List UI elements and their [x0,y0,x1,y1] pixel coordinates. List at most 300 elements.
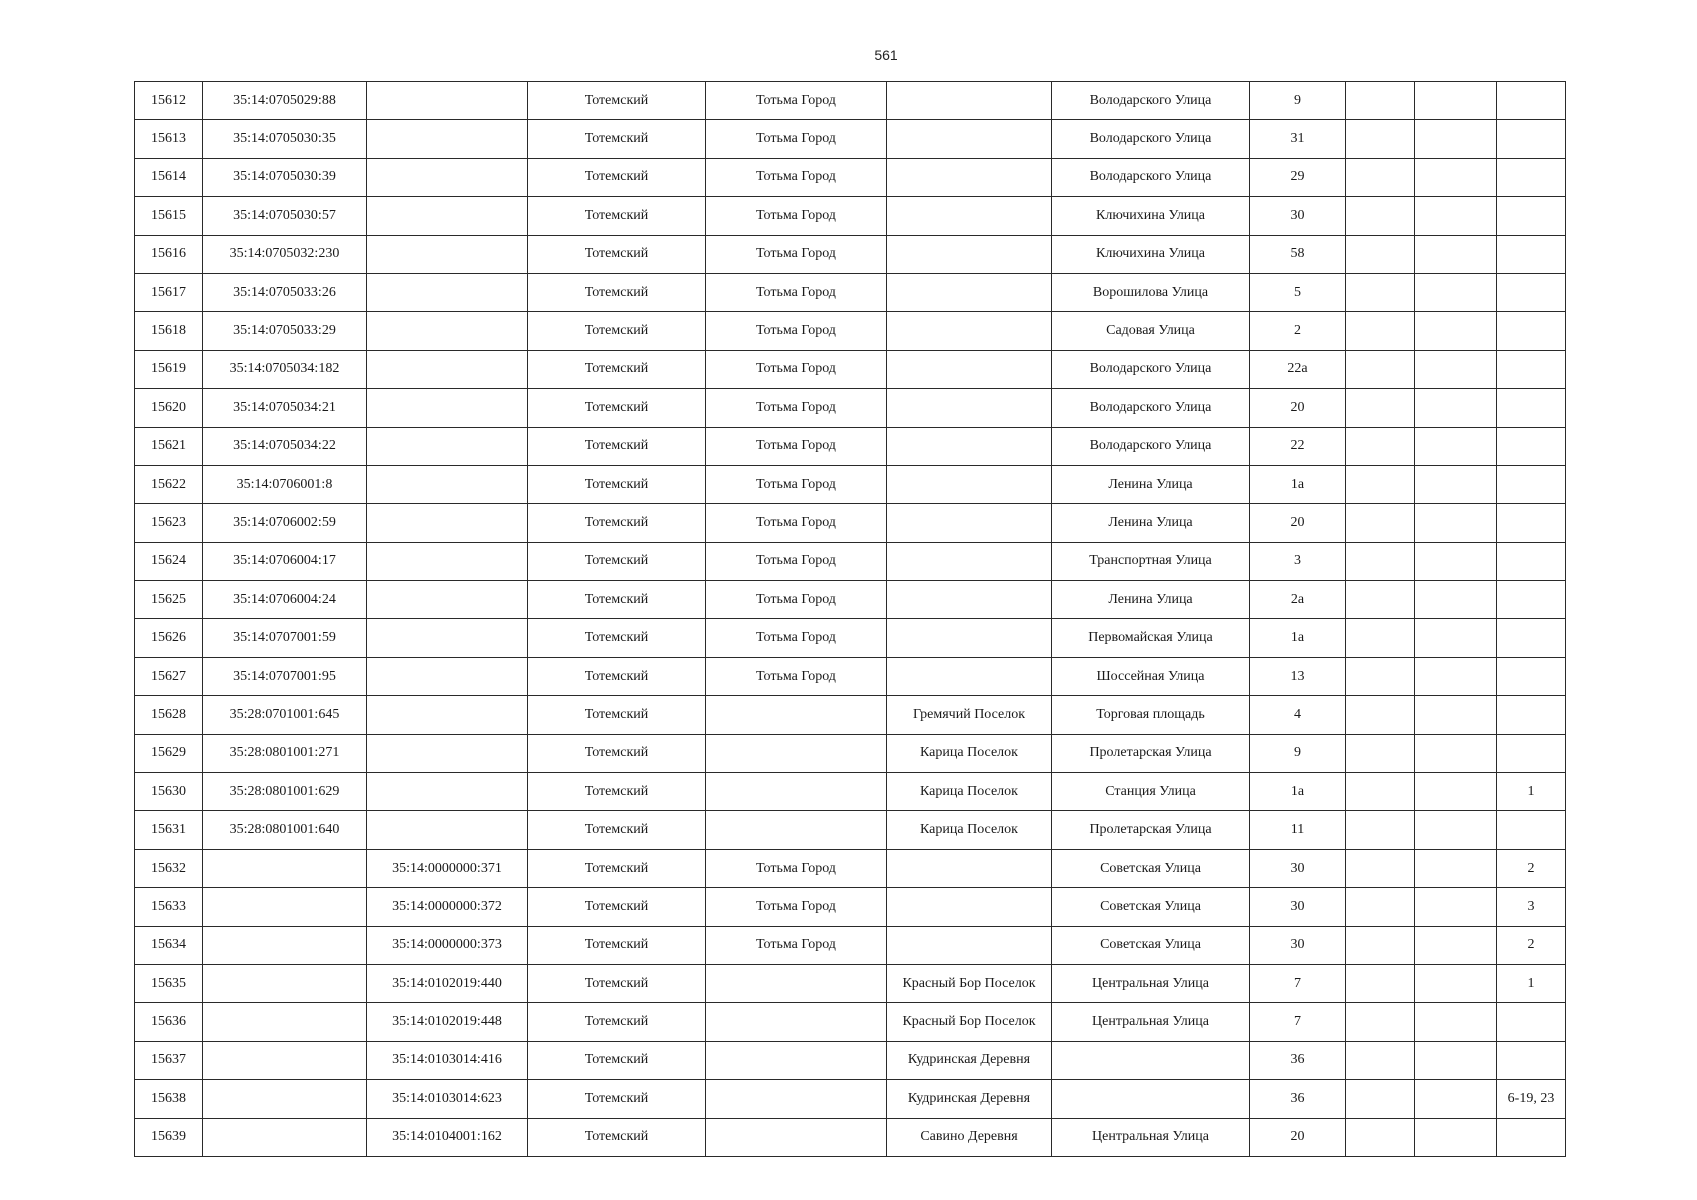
building-cadastral-number-cell [367,82,528,120]
district-cell: Тотемский [528,849,706,887]
district-cell: Тотемский [528,350,706,388]
row-number-cell: 15617 [135,273,203,311]
house-number-cell: 30 [1250,926,1346,964]
city-cell [706,1041,887,1079]
land-cadastral-number-cell: 35:14:0706001:8 [203,465,367,503]
city-cell: Тотьма Город [706,273,887,311]
block-cell [1415,427,1497,465]
building-cell [1346,82,1415,120]
table-row [135,389,1566,427]
house-number-cell: 36 [1250,1080,1346,1118]
building-cadastral-number-cell: 35:14:0000000:371 [367,849,528,887]
row-number-cell: 15623 [135,504,203,542]
settlement-cell [887,465,1052,503]
city-cell: Тотьма Город [706,619,887,657]
district-cell: Тотемский [528,619,706,657]
apartment-cell [1497,542,1566,580]
building-cadastral-number-cell [367,158,528,196]
district-cell: Тотемский [528,1118,706,1156]
apartment-cell: 1 [1497,964,1566,1002]
building-cadastral-number-cell: 35:14:0103014:623 [367,1080,528,1118]
row-number-cell: 15618 [135,312,203,350]
block-cell [1415,1080,1497,1118]
land-cadastral-number-cell: 35:14:0705030:57 [203,197,367,235]
land-cadastral-number-cell: 35:28:0801001:640 [203,811,367,849]
block-cell [1415,465,1497,503]
settlement-cell: Савино Деревня [887,1118,1052,1156]
building-cadastral-number-cell [367,389,528,427]
land-cadastral-number-cell [203,1003,367,1041]
land-cadastral-number-cell: 35:14:0707001:95 [203,657,367,695]
building-cadastral-number-cell [367,811,528,849]
land-cadastral-number-cell: 35:28:0801001:271 [203,734,367,772]
row-number-cell: 15635 [135,964,203,1002]
city-cell: Тотьма Город [706,389,887,427]
house-number-cell: 20 [1250,504,1346,542]
district-cell: Тотемский [528,888,706,926]
district-cell: Тотемский [528,657,706,695]
row-number-cell: 15634 [135,926,203,964]
street-cell: Володарского Улица [1052,120,1250,158]
land-cadastral-number-cell: 35:14:0705033:26 [203,273,367,311]
block-cell [1415,773,1497,811]
apartment-cell: 2 [1497,926,1566,964]
house-number-cell: 2 [1250,312,1346,350]
street-cell: Центральная Улица [1052,1003,1250,1041]
apartment-cell: 1 [1497,773,1566,811]
block-cell [1415,619,1497,657]
settlement-cell [887,350,1052,388]
row-number-cell: 15628 [135,696,203,734]
table-row [135,350,1566,388]
city-cell: Тотьма Город [706,350,887,388]
street-cell: Советская Улица [1052,888,1250,926]
land-cadastral-number-cell: 35:14:0705030:35 [203,120,367,158]
block-cell [1415,82,1497,120]
building-cell [1346,696,1415,734]
table-row [135,120,1566,158]
city-cell: Тотьма Город [706,158,887,196]
district-cell: Тотемский [528,197,706,235]
apartment-cell [1497,389,1566,427]
city-cell: Тотьма Город [706,235,887,273]
building-cell [1346,964,1415,1002]
row-number-cell: 15625 [135,581,203,619]
street-cell: Центральная Улица [1052,964,1250,1002]
table-row [135,581,1566,619]
building-cadastral-number-cell [367,542,528,580]
apartment-cell [1497,1003,1566,1041]
block-cell [1415,657,1497,695]
row-number-cell: 15626 [135,619,203,657]
table-row [135,888,1566,926]
city-cell [706,734,887,772]
settlement-cell [887,657,1052,695]
street-cell: Пролетарская Улица [1052,734,1250,772]
table-row [135,1080,1566,1118]
building-cadastral-number-cell: 35:14:0000000:373 [367,926,528,964]
row-number-cell: 15621 [135,427,203,465]
building-cell [1346,1080,1415,1118]
table-row [135,696,1566,734]
house-number-cell: 1а [1250,773,1346,811]
district-cell: Тотемский [528,273,706,311]
block-cell [1415,811,1497,849]
street-cell [1052,1080,1250,1118]
settlement-cell [887,888,1052,926]
street-cell: Володарского Улица [1052,82,1250,120]
settlement-cell [887,120,1052,158]
settlement-cell: Кудринская Деревня [887,1080,1052,1118]
land-cadastral-number-cell [203,1041,367,1079]
block-cell [1415,1118,1497,1156]
block-cell [1415,1041,1497,1079]
house-number-cell: 20 [1250,389,1346,427]
apartment-cell [1497,427,1566,465]
apartment-cell [1497,158,1566,196]
row-number-cell: 15632 [135,849,203,887]
land-cadastral-number-cell: 35:14:0705034:21 [203,389,367,427]
city-cell [706,1080,887,1118]
table-row [135,811,1566,849]
building-cadastral-number-cell [367,273,528,311]
street-cell: Володарского Улица [1052,427,1250,465]
apartment-cell [1497,696,1566,734]
district-cell: Тотемский [528,926,706,964]
row-number-cell: 15633 [135,888,203,926]
building-cell [1346,158,1415,196]
building-cell [1346,542,1415,580]
street-cell: Пролетарская Улица [1052,811,1250,849]
table-row [135,197,1566,235]
apartment-cell [1497,465,1566,503]
street-cell: Володарского Улица [1052,158,1250,196]
table-row [135,273,1566,311]
city-cell: Тотьма Город [706,82,887,120]
block-cell [1415,120,1497,158]
house-number-cell: 5 [1250,273,1346,311]
building-cell [1346,811,1415,849]
settlement-cell: Карица Поселок [887,811,1052,849]
block-cell [1415,235,1497,273]
apartment-cell [1497,504,1566,542]
land-cadastral-number-cell: 35:14:0707001:59 [203,619,367,657]
page-number: 561 [874,47,898,63]
house-number-cell: 30 [1250,197,1346,235]
district-cell: Тотемский [528,389,706,427]
land-cadastral-number-cell [203,1118,367,1156]
block-cell [1415,273,1497,311]
settlement-cell [887,581,1052,619]
land-cadastral-number-cell [203,926,367,964]
building-cell [1346,926,1415,964]
block-cell [1415,964,1497,1002]
building-cell [1346,235,1415,273]
settlement-cell: Кудринская Деревня [887,1041,1052,1079]
apartment-cell [1497,1041,1566,1079]
house-number-cell: 7 [1250,964,1346,1002]
land-cadastral-number-cell: 35:14:0705030:39 [203,158,367,196]
land-cadastral-number-cell [203,964,367,1002]
district-cell: Тотемский [528,1003,706,1041]
building-cadastral-number-cell [367,734,528,772]
street-cell: Ворошилова Улица [1052,273,1250,311]
city-cell [706,773,887,811]
block-cell [1415,888,1497,926]
settlement-cell [887,235,1052,273]
land-cadastral-number-cell [203,849,367,887]
house-number-cell: 1а [1250,465,1346,503]
registry-table-body [135,82,1566,1157]
building-cell [1346,312,1415,350]
land-cadastral-number-cell: 35:14:0705033:29 [203,312,367,350]
district-cell: Тотемский [528,1041,706,1079]
block-cell [1415,389,1497,427]
settlement-cell [887,542,1052,580]
building-cadastral-number-cell [367,197,528,235]
block-cell [1415,542,1497,580]
house-number-cell: 9 [1250,734,1346,772]
district-cell: Тотемский [528,1080,706,1118]
building-cadastral-number-cell [367,312,528,350]
table-row [135,926,1566,964]
settlement-cell: Красный Бор Поселок [887,964,1052,1002]
city-cell: Тотьма Город [706,312,887,350]
house-number-cell: 3 [1250,542,1346,580]
building-cadastral-number-cell [367,427,528,465]
settlement-cell [887,312,1052,350]
land-cadastral-number-cell: 35:14:0705034:182 [203,350,367,388]
street-cell: Садовая Улица [1052,312,1250,350]
land-cadastral-number-cell [203,888,367,926]
table-row [135,773,1566,811]
building-cadastral-number-cell: 35:14:0000000:372 [367,888,528,926]
land-cadastral-number-cell: 35:28:0701001:645 [203,696,367,734]
city-cell: Тотьма Город [706,542,887,580]
district-cell: Тотемский [528,734,706,772]
apartment-cell [1497,1118,1566,1156]
building-cell [1346,849,1415,887]
row-number-cell: 15614 [135,158,203,196]
land-cadastral-number-cell: 35:14:0706002:59 [203,504,367,542]
table-row [135,235,1566,273]
table-row [135,1118,1566,1156]
land-cadastral-number-cell: 35:14:0705029:88 [203,82,367,120]
row-number-cell: 15630 [135,773,203,811]
apartment-cell [1497,235,1566,273]
street-cell: Торговая площадь [1052,696,1250,734]
row-number-cell: 15616 [135,235,203,273]
row-number-cell: 15631 [135,811,203,849]
block-cell [1415,734,1497,772]
building-cadastral-number-cell [367,773,528,811]
apartment-cell [1497,734,1566,772]
row-number-cell: 15615 [135,197,203,235]
row-number-cell: 15619 [135,350,203,388]
building-cadastral-number-cell: 35:14:0104001:162 [367,1118,528,1156]
house-number-cell: 11 [1250,811,1346,849]
block-cell [1415,849,1497,887]
building-cell [1346,273,1415,311]
block-cell [1415,926,1497,964]
settlement-cell: Карица Поселок [887,773,1052,811]
block-cell [1415,350,1497,388]
city-cell [706,696,887,734]
building-cadastral-number-cell [367,120,528,158]
row-number-cell: 15637 [135,1041,203,1079]
settlement-cell [887,197,1052,235]
settlement-cell [887,504,1052,542]
settlement-cell: Карица Поселок [887,734,1052,772]
street-cell: Советская Улица [1052,849,1250,887]
street-cell: Транспортная Улица [1052,542,1250,580]
table-row [135,82,1566,120]
table-row [135,504,1566,542]
apartment-cell [1497,811,1566,849]
apartment-cell [1497,82,1566,120]
street-cell: Центральная Улица [1052,1118,1250,1156]
block-cell [1415,581,1497,619]
building-cell [1346,657,1415,695]
city-cell: Тотьма Город [706,427,887,465]
block-cell [1415,696,1497,734]
house-number-cell: 58 [1250,235,1346,273]
city-cell: Тотьма Город [706,465,887,503]
district-cell: Тотемский [528,312,706,350]
settlement-cell [887,158,1052,196]
apartment-cell [1497,120,1566,158]
row-number-cell: 15629 [135,734,203,772]
table-row [135,964,1566,1002]
apartment-cell [1497,197,1566,235]
city-cell: Тотьма Город [706,849,887,887]
district-cell: Тотемский [528,120,706,158]
row-number-cell: 15624 [135,542,203,580]
district-cell: Тотемский [528,504,706,542]
house-number-cell: 1а [1250,619,1346,657]
settlement-cell [887,427,1052,465]
house-number-cell: 22 [1250,427,1346,465]
row-number-cell: 15627 [135,657,203,695]
row-number-cell: 15636 [135,1003,203,1041]
house-number-cell: 20 [1250,1118,1346,1156]
block-cell [1415,312,1497,350]
house-number-cell: 22а [1250,350,1346,388]
table-row [135,619,1566,657]
building-cadastral-number-cell: 35:14:0103014:416 [367,1041,528,1079]
table-row [135,657,1566,695]
building-cell [1346,504,1415,542]
district-cell: Тотемский [528,465,706,503]
district-cell: Тотемский [528,773,706,811]
block-cell [1415,197,1497,235]
table-row [135,465,1566,503]
building-cell [1346,773,1415,811]
house-number-cell: 30 [1250,888,1346,926]
house-number-cell: 30 [1250,849,1346,887]
street-cell: Первомайская Улица [1052,619,1250,657]
building-cadastral-number-cell [367,465,528,503]
settlement-cell [887,389,1052,427]
land-cadastral-number-cell: 35:14:0705032:230 [203,235,367,273]
house-number-cell: 4 [1250,696,1346,734]
house-number-cell: 36 [1250,1041,1346,1079]
settlement-cell [887,926,1052,964]
table-row [135,427,1566,465]
apartment-cell: 2 [1497,849,1566,887]
city-cell [706,964,887,1002]
street-cell: Ленина Улица [1052,465,1250,503]
building-cell [1346,581,1415,619]
settlement-cell [887,849,1052,887]
table-row [135,849,1566,887]
apartment-cell [1497,657,1566,695]
district-cell: Тотемский [528,427,706,465]
building-cell [1346,389,1415,427]
building-cadastral-number-cell [367,504,528,542]
land-cadastral-number-cell: 35:14:0706004:17 [203,542,367,580]
row-number-cell: 15638 [135,1080,203,1118]
city-cell: Тотьма Город [706,120,887,158]
row-number-cell: 15620 [135,389,203,427]
apartment-cell [1497,350,1566,388]
apartment-cell [1497,273,1566,311]
building-cadastral-number-cell: 35:14:0102019:440 [367,964,528,1002]
table-row [135,1003,1566,1041]
apartment-cell: 6-19, 23 [1497,1080,1566,1118]
house-number-cell: 7 [1250,1003,1346,1041]
district-cell: Тотемский [528,811,706,849]
table-row [135,542,1566,580]
land-cadastral-number-cell: 35:14:0705034:22 [203,427,367,465]
row-number-cell: 15613 [135,120,203,158]
land-cadastral-number-cell: 35:14:0706004:24 [203,581,367,619]
block-cell [1415,504,1497,542]
block-cell [1415,158,1497,196]
apartment-cell: 3 [1497,888,1566,926]
street-cell: Советская Улица [1052,926,1250,964]
city-cell: Тотьма Город [706,888,887,926]
building-cell [1346,619,1415,657]
building-cell [1346,1041,1415,1079]
city-cell: Тотьма Город [706,197,887,235]
apartment-cell [1497,312,1566,350]
city-cell [706,811,887,849]
building-cell [1346,427,1415,465]
city-cell [706,1003,887,1041]
building-cell [1346,465,1415,503]
table-row [135,1041,1566,1079]
building-cadastral-number-cell [367,581,528,619]
district-cell: Тотемский [528,696,706,734]
settlement-cell: Гремячий Поселок [887,696,1052,734]
building-cell [1346,1118,1415,1156]
city-cell: Тотьма Город [706,581,887,619]
building-cell [1346,197,1415,235]
street-cell [1052,1041,1250,1079]
street-cell: Ленина Улица [1052,504,1250,542]
street-cell: Ленина Улица [1052,581,1250,619]
house-number-cell: 29 [1250,158,1346,196]
building-cadastral-number-cell [367,350,528,388]
street-cell: Шоссейная Улица [1052,657,1250,695]
district-cell: Тотемский [528,964,706,1002]
building-cadastral-number-cell [367,619,528,657]
district-cell: Тотемский [528,82,706,120]
house-number-cell: 9 [1250,82,1346,120]
table-row [135,312,1566,350]
city-cell: Тотьма Город [706,657,887,695]
